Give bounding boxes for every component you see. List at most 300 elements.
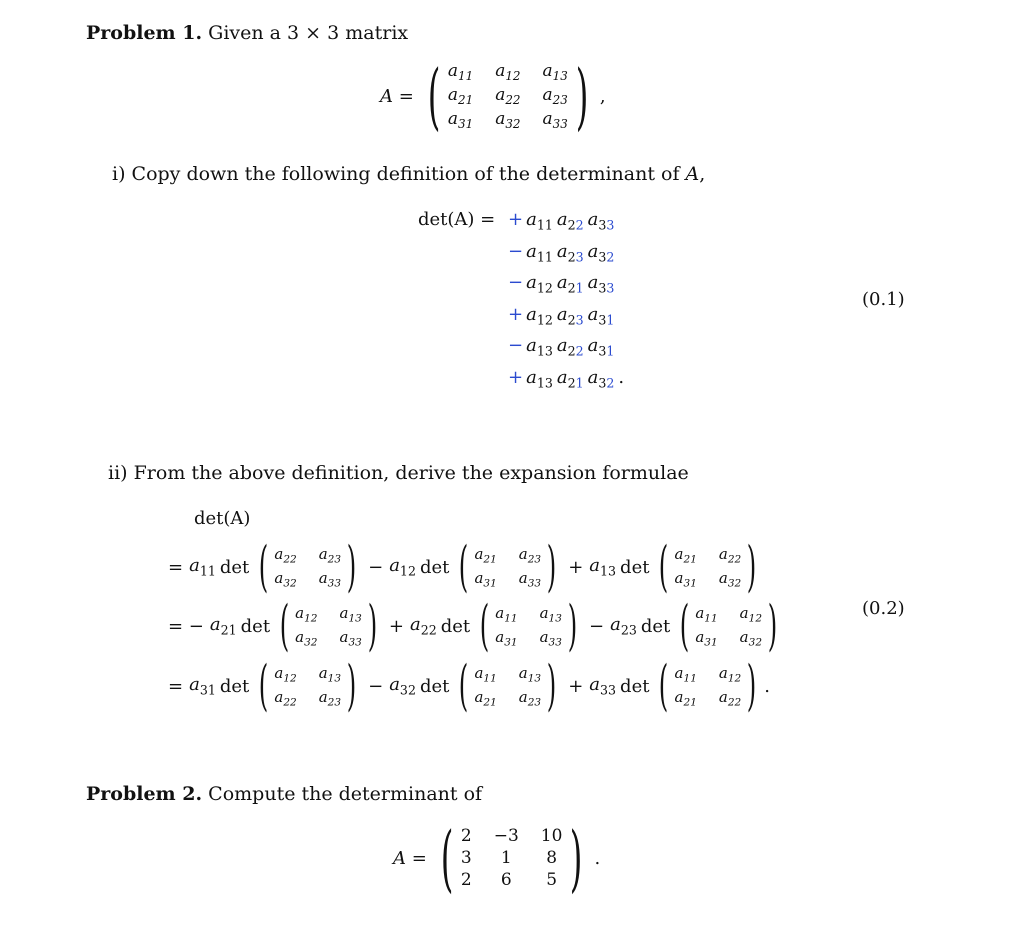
- element-subscript: [749, 613, 762, 625]
- element-letter: a: [718, 544, 728, 563]
- subscript-row: 2: [620, 622, 629, 638]
- matrix-cell: [495, 109, 520, 131]
- subscript-row: 1: [727, 672, 735, 685]
- element-subscript: [598, 312, 614, 327]
- minor-cell: [719, 569, 741, 590]
- element-letter: a: [589, 674, 601, 696]
- element-subscript: [568, 312, 584, 327]
- subscript-col: 3: [628, 622, 637, 638]
- expansion-lhs: det(A): [194, 508, 251, 529]
- element-subscript: [684, 673, 697, 685]
- subscript-col: 2: [290, 577, 297, 590]
- minor-entries: [474, 664, 541, 708]
- subscript-col: 3: [555, 636, 562, 649]
- subscript-col: 3: [560, 68, 568, 83]
- element-subscript: [505, 117, 520, 131]
- det-term: [508, 304, 624, 336]
- term-sign: +: [508, 209, 524, 230]
- minor-matrix: [253, 535, 362, 598]
- subscript-col: 2: [512, 117, 521, 132]
- element-subscript: [283, 554, 296, 566]
- subscript-row: 2: [567, 374, 576, 390]
- subscript-col: 2: [734, 696, 742, 709]
- term-sign: −: [368, 675, 384, 697]
- element-subscript: [537, 280, 553, 295]
- matrix-label: A =: [393, 847, 427, 869]
- subscript-row: 1: [548, 612, 556, 625]
- minor-matrix: [474, 594, 583, 657]
- element-subscript: [528, 577, 541, 589]
- subscript-col: 1: [710, 636, 718, 649]
- subscript-row: 3: [348, 636, 356, 649]
- subscript-col: 1: [544, 217, 553, 233]
- minor-cell: [675, 545, 697, 566]
- matrix-cell: 5: [546, 870, 558, 890]
- subscript-col: 2: [310, 612, 318, 625]
- subscript-row: 1: [199, 563, 208, 579]
- left-paren: (: [459, 535, 469, 598]
- subscript-col: 3: [560, 117, 568, 132]
- subscript-col: 1: [465, 68, 474, 83]
- subscript-row: 3: [199, 682, 208, 698]
- subscript-row: 2: [327, 553, 335, 566]
- element-subscript: [458, 117, 473, 131]
- subscript-col: 3: [355, 612, 362, 625]
- det-operator: det: [240, 615, 271, 637]
- element-subscript: [200, 564, 216, 579]
- subscript-row: 2: [727, 696, 735, 709]
- element-subscript: [598, 343, 614, 358]
- matrix-entries: [448, 61, 568, 131]
- problem-1-statement: [86, 22, 408, 44]
- matrix-element: [588, 304, 615, 325]
- subscript-col: 3: [334, 577, 342, 590]
- minor-matrix: [274, 594, 383, 657]
- subscript-row: 1: [536, 343, 545, 359]
- element-letter: a: [526, 209, 537, 230]
- matrix-element: [557, 241, 584, 262]
- subscript-row: 3: [283, 577, 290, 590]
- minor-cell: [274, 545, 296, 566]
- minor-cell: [675, 569, 697, 590]
- matrix-element: [610, 614, 637, 637]
- element-letter: a: [295, 603, 305, 622]
- element-subscript: [483, 696, 496, 708]
- subscript-row: 1: [536, 280, 545, 296]
- element-subscript: [600, 564, 616, 579]
- element-subscript: [704, 636, 717, 648]
- element-subscript: [528, 696, 541, 708]
- element-subscript: [400, 683, 416, 698]
- matrix-cell: [495, 85, 520, 107]
- subscript-row: 1: [536, 217, 545, 233]
- element-letter: a: [447, 60, 459, 81]
- element-subscript: [598, 280, 614, 295]
- subscript-row: 3: [527, 577, 535, 590]
- element-letter: a: [447, 109, 459, 130]
- minor-matrix: [453, 654, 562, 717]
- matrix-element: [587, 272, 615, 296]
- element-letter: a: [587, 335, 599, 356]
- element-letter: a: [589, 555, 601, 577]
- element-letter: a: [189, 555, 200, 577]
- problem-2-statement: [86, 783, 482, 805]
- element-letter: a: [556, 303, 568, 325]
- subscript-row: 1: [704, 612, 711, 625]
- minor-entries: [274, 545, 341, 589]
- subscript-col: 1: [710, 612, 718, 625]
- element-subscript: [537, 312, 553, 327]
- problem-2-matrix: [393, 816, 601, 900]
- det-operator: det: [640, 615, 671, 637]
- element-subscript: [483, 554, 496, 566]
- term-sign: −: [588, 615, 605, 637]
- subscript-col: 2: [407, 682, 416, 698]
- element-letter: a: [556, 335, 568, 356]
- element-letter: a: [189, 674, 200, 696]
- element-letter: a: [542, 60, 553, 81]
- matrix-element: [557, 367, 584, 388]
- element-subscript: [568, 249, 584, 264]
- right-paren: ): [346, 654, 357, 717]
- element-subscript: [328, 554, 341, 566]
- matrix-element: [526, 335, 553, 359]
- subscript-row: 1: [304, 612, 311, 625]
- subscript-col: 3: [334, 696, 342, 709]
- problem-1-intro: Given a 3 × 3 matrix: [208, 22, 409, 44]
- left-paren: (: [479, 594, 490, 657]
- subscript-row: 2: [527, 553, 535, 566]
- problem-2-intro: Compute the determinant of: [208, 783, 483, 805]
- subscript-row: 2: [567, 343, 576, 359]
- matrix-element: [189, 555, 216, 578]
- element-letter: a: [495, 84, 506, 105]
- element-letter: a: [556, 240, 568, 262]
- minor-cell: [474, 664, 496, 685]
- element-subscript: [221, 623, 237, 638]
- element-letter: a: [209, 614, 221, 636]
- det-operator: det: [419, 556, 450, 578]
- subscript-col: 2: [544, 311, 553, 327]
- right-paren: ): [367, 594, 378, 657]
- matrix-element: [210, 614, 237, 637]
- subscript-row: 1: [600, 563, 609, 579]
- element-subscript: [621, 623, 637, 638]
- element-subscript: [684, 577, 697, 589]
- matrix-cell: 2: [460, 826, 472, 846]
- element-letter: a: [495, 627, 505, 646]
- subscript-col: 3: [560, 93, 568, 108]
- matrix-cell: [543, 85, 568, 107]
- part-i-label: i): [112, 163, 126, 185]
- row-end: .: [764, 675, 771, 697]
- minor-entries: [695, 604, 762, 648]
- subscript-col: 1: [575, 280, 584, 296]
- element-letter: a: [526, 272, 537, 293]
- matrix-cell: 2: [460, 870, 472, 890]
- matrix-label: A =: [380, 85, 414, 107]
- matrix-cell: 8: [546, 848, 558, 868]
- subscript-row: 2: [458, 93, 466, 108]
- subscript-row: 2: [683, 553, 691, 566]
- subscript-col: 1: [510, 636, 518, 649]
- problem-2-heading: Problem 2.: [86, 783, 203, 805]
- subscript-col: 1: [690, 553, 697, 566]
- row-lead: =: [168, 675, 184, 697]
- subscript-row: 3: [598, 280, 607, 296]
- right-paren: ): [567, 594, 578, 657]
- element-subscript: [568, 343, 584, 358]
- element-letter: a: [518, 687, 528, 706]
- minor-entries: [495, 604, 562, 648]
- minor-matrix: [653, 535, 762, 598]
- matrix-cell: [448, 61, 473, 83]
- element-letter: a: [695, 603, 705, 622]
- expansion-row-2: [168, 594, 783, 657]
- element-subscript: [568, 280, 584, 295]
- subscript-col: 1: [544, 248, 553, 264]
- element-letter: a: [518, 663, 528, 682]
- right-paren: ): [570, 816, 583, 900]
- term-sign: +: [508, 303, 524, 325]
- element-subscript: [568, 217, 584, 232]
- element-subscript: [728, 577, 741, 589]
- subscript-row: 3: [748, 636, 756, 649]
- element-letter: a: [474, 568, 484, 587]
- minor-entries: [675, 545, 742, 589]
- minor-matrix: [674, 594, 783, 657]
- element-subscript: [568, 375, 584, 390]
- subscript-col: 2: [734, 577, 742, 590]
- subscript-row: 3: [727, 577, 735, 590]
- term-end: .: [618, 366, 625, 388]
- minor-cell: [740, 604, 762, 625]
- element-subscript: [504, 636, 517, 648]
- element-subscript: [749, 636, 762, 648]
- subscript-col: 1: [690, 672, 697, 685]
- element-letter: a: [474, 663, 484, 682]
- subscript-col: 2: [755, 612, 762, 625]
- subscript-row: 2: [552, 93, 561, 108]
- left-paren: (: [659, 654, 669, 717]
- element-subscript: [553, 69, 568, 83]
- right-paren: ): [346, 535, 357, 598]
- term-sign: −: [508, 335, 524, 356]
- subscript-col: 3: [534, 672, 542, 685]
- subscript-row: 2: [483, 696, 491, 709]
- minor-matrix: [253, 654, 362, 717]
- term-sign: +: [508, 366, 524, 388]
- minor-cell: [519, 545, 541, 566]
- minor-cell: [295, 628, 317, 649]
- minor-cell: [474, 569, 496, 590]
- subscript-row: 3: [399, 682, 408, 698]
- matrix-element: [588, 367, 615, 388]
- expansion-row-3: [168, 654, 771, 717]
- element-letter: a: [587, 209, 599, 230]
- element-letter: a: [389, 674, 400, 696]
- subscript-col: 2: [512, 93, 521, 108]
- subscript-col: 2: [290, 553, 297, 566]
- subscript-row: 3: [505, 117, 513, 132]
- minor-cell: [295, 604, 317, 625]
- subscript-col: 2: [407, 563, 416, 579]
- subscript-col: 1: [465, 117, 474, 132]
- element-subscript: [328, 673, 341, 685]
- equation-number-0-1: (0.1): [862, 289, 905, 310]
- element-subscript: [421, 623, 437, 638]
- subscript-row: 2: [327, 696, 335, 709]
- element-letter: a: [526, 240, 537, 262]
- det-definition-terms: [508, 209, 624, 398]
- element-letter: a: [526, 366, 537, 388]
- subscript-row: 3: [458, 117, 466, 132]
- subscript-row: 3: [548, 636, 556, 649]
- minor-cell: [675, 688, 697, 709]
- element-letter: a: [447, 84, 459, 105]
- element-subscript: [537, 343, 553, 358]
- element-letter: a: [556, 272, 568, 293]
- element-letter: a: [610, 614, 621, 636]
- matrix-element: [526, 272, 553, 296]
- minor-cell: [319, 688, 341, 709]
- matrix-cell: [448, 109, 473, 131]
- left-paren: (: [440, 816, 454, 900]
- det-operator: det: [440, 615, 471, 637]
- matrix-element: [389, 674, 416, 697]
- minor-cell: [540, 604, 562, 625]
- minor-cell: [695, 604, 717, 625]
- element-letter: a: [274, 663, 284, 682]
- minor-cell: [519, 688, 541, 709]
- element-subscript: [704, 613, 717, 625]
- minor-cell: [495, 628, 517, 649]
- element-subscript: [728, 696, 741, 708]
- minor-cell: [319, 664, 341, 685]
- element-letter: a: [339, 603, 349, 622]
- minor-cell: [675, 664, 697, 685]
- part-ii-text: ii) From the above definition, derive the expansion formulae: [108, 462, 689, 484]
- matrix-cell: 3: [460, 848, 472, 868]
- element-subscript: [728, 554, 741, 566]
- element-subscript: [549, 636, 562, 648]
- matrix-element: [589, 555, 616, 578]
- subscript-row: 1: [399, 563, 408, 579]
- minor-entries: [474, 545, 541, 589]
- matrix-cell: −3: [493, 826, 519, 846]
- matrix-comma: ,: [599, 85, 606, 107]
- minor-entries: [295, 604, 362, 648]
- element-letter: a: [587, 272, 599, 293]
- minor-cell: [519, 569, 541, 590]
- matrix-cell: [448, 85, 473, 107]
- element-subscript: [598, 217, 614, 232]
- det-term: [508, 209, 624, 241]
- matrix-cell: 1: [500, 848, 512, 868]
- expansion-row-1: [168, 535, 762, 598]
- term-sign: −: [508, 240, 524, 262]
- subscript-row: 3: [683, 577, 691, 590]
- problem-1-heading: Problem 1.: [86, 22, 203, 44]
- subscript-col: 2: [606, 374, 615, 390]
- matrix-element: [588, 241, 615, 262]
- element-subscript: [598, 249, 614, 264]
- subscript-row: 2: [220, 622, 229, 638]
- element-letter: a: [474, 544, 484, 563]
- subscript-row: 1: [536, 248, 545, 264]
- matrix-period: .: [594, 847, 601, 869]
- element-subscript: [684, 554, 697, 566]
- subscript-row: 1: [748, 612, 756, 625]
- element-letter: a: [587, 240, 599, 262]
- subscript-col: 1: [207, 682, 216, 698]
- subscript-col: 3: [606, 280, 615, 296]
- element-subscript: [283, 696, 296, 708]
- part-ii-label: ii): [108, 462, 128, 484]
- element-subscript: [283, 577, 296, 589]
- subscript-col: 3: [608, 682, 617, 698]
- element-letter: a: [718, 568, 728, 587]
- det-term: [508, 367, 624, 399]
- element-subscript: [537, 217, 553, 232]
- left-paren: (: [279, 594, 290, 657]
- minor-entries: [675, 664, 742, 708]
- subscript-col: 1: [606, 311, 615, 327]
- matrix-element: [526, 241, 553, 262]
- subscript-row: 2: [283, 696, 290, 709]
- subscript-col: 2: [310, 636, 318, 649]
- element-letter: a: [739, 627, 749, 646]
- subscript-col: 1: [207, 563, 216, 579]
- element-letter: a: [495, 60, 506, 81]
- subscript-col: 2: [575, 343, 584, 359]
- subscript-row: 1: [505, 68, 513, 83]
- subscript-row: 2: [505, 93, 513, 108]
- matrix-cell: [543, 109, 568, 131]
- left-paren: (: [259, 535, 269, 598]
- subscript-row: 3: [704, 636, 711, 649]
- element-letter: a: [274, 687, 284, 706]
- subscript-col: 3: [575, 311, 584, 327]
- matrix-cell: 10: [540, 826, 563, 846]
- element-subscript: [483, 577, 496, 589]
- matrix-element: [587, 209, 615, 233]
- left-paren: (: [659, 535, 669, 598]
- matrix-element: [189, 674, 216, 697]
- element-letter: a: [542, 109, 553, 130]
- expansion-line: [168, 594, 783, 657]
- subscript-col: 2: [734, 553, 742, 566]
- subscript-col: 2: [544, 280, 553, 296]
- element-subscript: [458, 93, 473, 107]
- element-subscript: [600, 683, 616, 698]
- element-letter: a: [518, 544, 528, 563]
- element-subscript: [348, 613, 361, 625]
- element-subscript: [598, 375, 614, 390]
- minor-cell: [719, 545, 741, 566]
- subscript-row: 1: [348, 612, 356, 625]
- matrix-cell: 6: [500, 870, 512, 890]
- right-paren: ): [746, 654, 757, 717]
- subscript-row: 3: [552, 117, 561, 132]
- element-subscript: [304, 613, 317, 625]
- minor-matrix: [453, 535, 562, 598]
- element-letter: a: [718, 687, 728, 706]
- element-subscript: [728, 673, 741, 685]
- subscript-col: 2: [606, 248, 615, 264]
- element-letter: a: [674, 687, 684, 706]
- element-letter: a: [409, 614, 421, 636]
